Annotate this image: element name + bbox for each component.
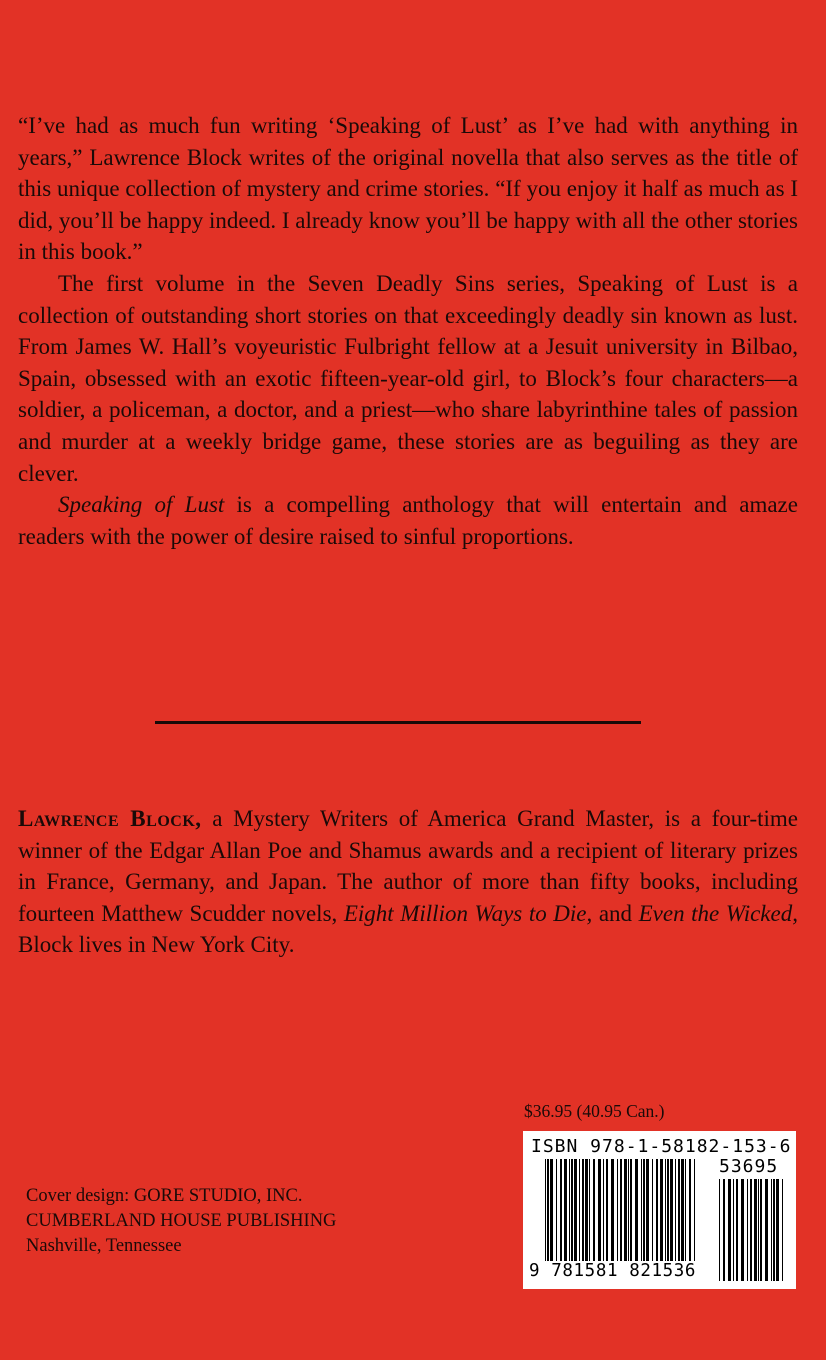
author-name: Lawrence Block,: [18, 806, 202, 831]
bio-text-3: Block lives in New York City.: [18, 932, 295, 958]
barcode-bar: [765, 1179, 768, 1281]
bio-title-1: Eight Million Ways to Die,: [343, 900, 593, 926]
barcode-bar: [758, 1179, 759, 1281]
publisher-name: CUMBERLAND HOUSE PUBLISHING: [26, 1211, 337, 1231]
isbn-barcode: [523, 1131, 796, 1289]
book-title-italic: Speaking of Lust: [58, 492, 225, 518]
publisher-location: Nashville, Tennessee: [26, 1236, 182, 1256]
barcode-bar: [750, 1179, 752, 1281]
barcode-bar: [719, 1179, 720, 1281]
barcode-bar: [776, 1179, 779, 1281]
blurb-paragraph-3: [18, 489, 798, 552]
back-cover-blurb: [18, 110, 798, 552]
blurb-paragraph-2: The first volume in the Seven Deadly Sins series, Speaking of Lust is a collection of outstanding short stories on that exceedingly deadly sin known as lust. From James W. Hall’s voyeuristic Fulbright fellow at a Jesuit university in Bilbao, Spain, obsessed with an exotic fifteen-year-old girl, to Block’s four characters—a soldier, a policeman, a doctor, and a priest—who share labyrinthine tales of passion and murder at a weekly bridge game, these stories are as beguiling as they are clever.: [18, 270, 798, 486]
divider-rule: [155, 721, 641, 724]
barcode-bar: [741, 1179, 744, 1281]
bio-text-2: and: [592, 900, 639, 926]
price-label: $36.95 (40.95 Can.): [524, 1101, 665, 1121]
price-addon-number: 53695: [719, 1156, 779, 1177]
barcode-bar: [747, 1179, 748, 1281]
barcode-bar: [760, 1179, 762, 1281]
blurb-paragraph-3-text: is a compelling anthology that will entertain and amaze readers with the power of desire raised to sinful proportions.: [18, 492, 798, 549]
barcode-bar: [771, 1179, 772, 1281]
ean-number: 9 781581 821536: [529, 1261, 697, 1281]
barcode-bar: [736, 1179, 738, 1281]
cover-design-credit: Cover design: GORE STUDIO, INC.: [26, 1186, 303, 1206]
bio-text-1: a Mystery Writers of America Grand Master, is a four-time winner of the Edgar Allan Poe and Shamus awards and a recipient of literary prizes in France, Germany, and Japan. The author of more than fifty books, including fourteen Matthew Scudder novels,: [18, 806, 799, 926]
blurb-paragraph-1: “I’ve had as much fun writing ‘Speaking of Lust’ as I’ve had with anything in years,” Lawrence Block writes of the original novella that also serves as the title of this unique collection of mystery and crime stories. “If you enjoy it half as much as I did, you’ll be happy indeed. I already know you’ll be happy with all the other stories in this book.”: [18, 113, 798, 265]
barcode-bar: [773, 1179, 775, 1281]
barcode-bar: [728, 1179, 731, 1281]
bio-title-2: Even the Wicked,: [638, 900, 798, 926]
publisher-credits: [26, 1184, 336, 1259]
barcode-bar: [733, 1179, 734, 1281]
barcode-bar: [754, 1179, 757, 1281]
isbn-number: ISBN 978-1-58182-153-6: [531, 1136, 792, 1157]
barcode-bar: [782, 1179, 783, 1281]
barcode-bar: [723, 1179, 725, 1281]
author-bio: [18, 803, 798, 961]
